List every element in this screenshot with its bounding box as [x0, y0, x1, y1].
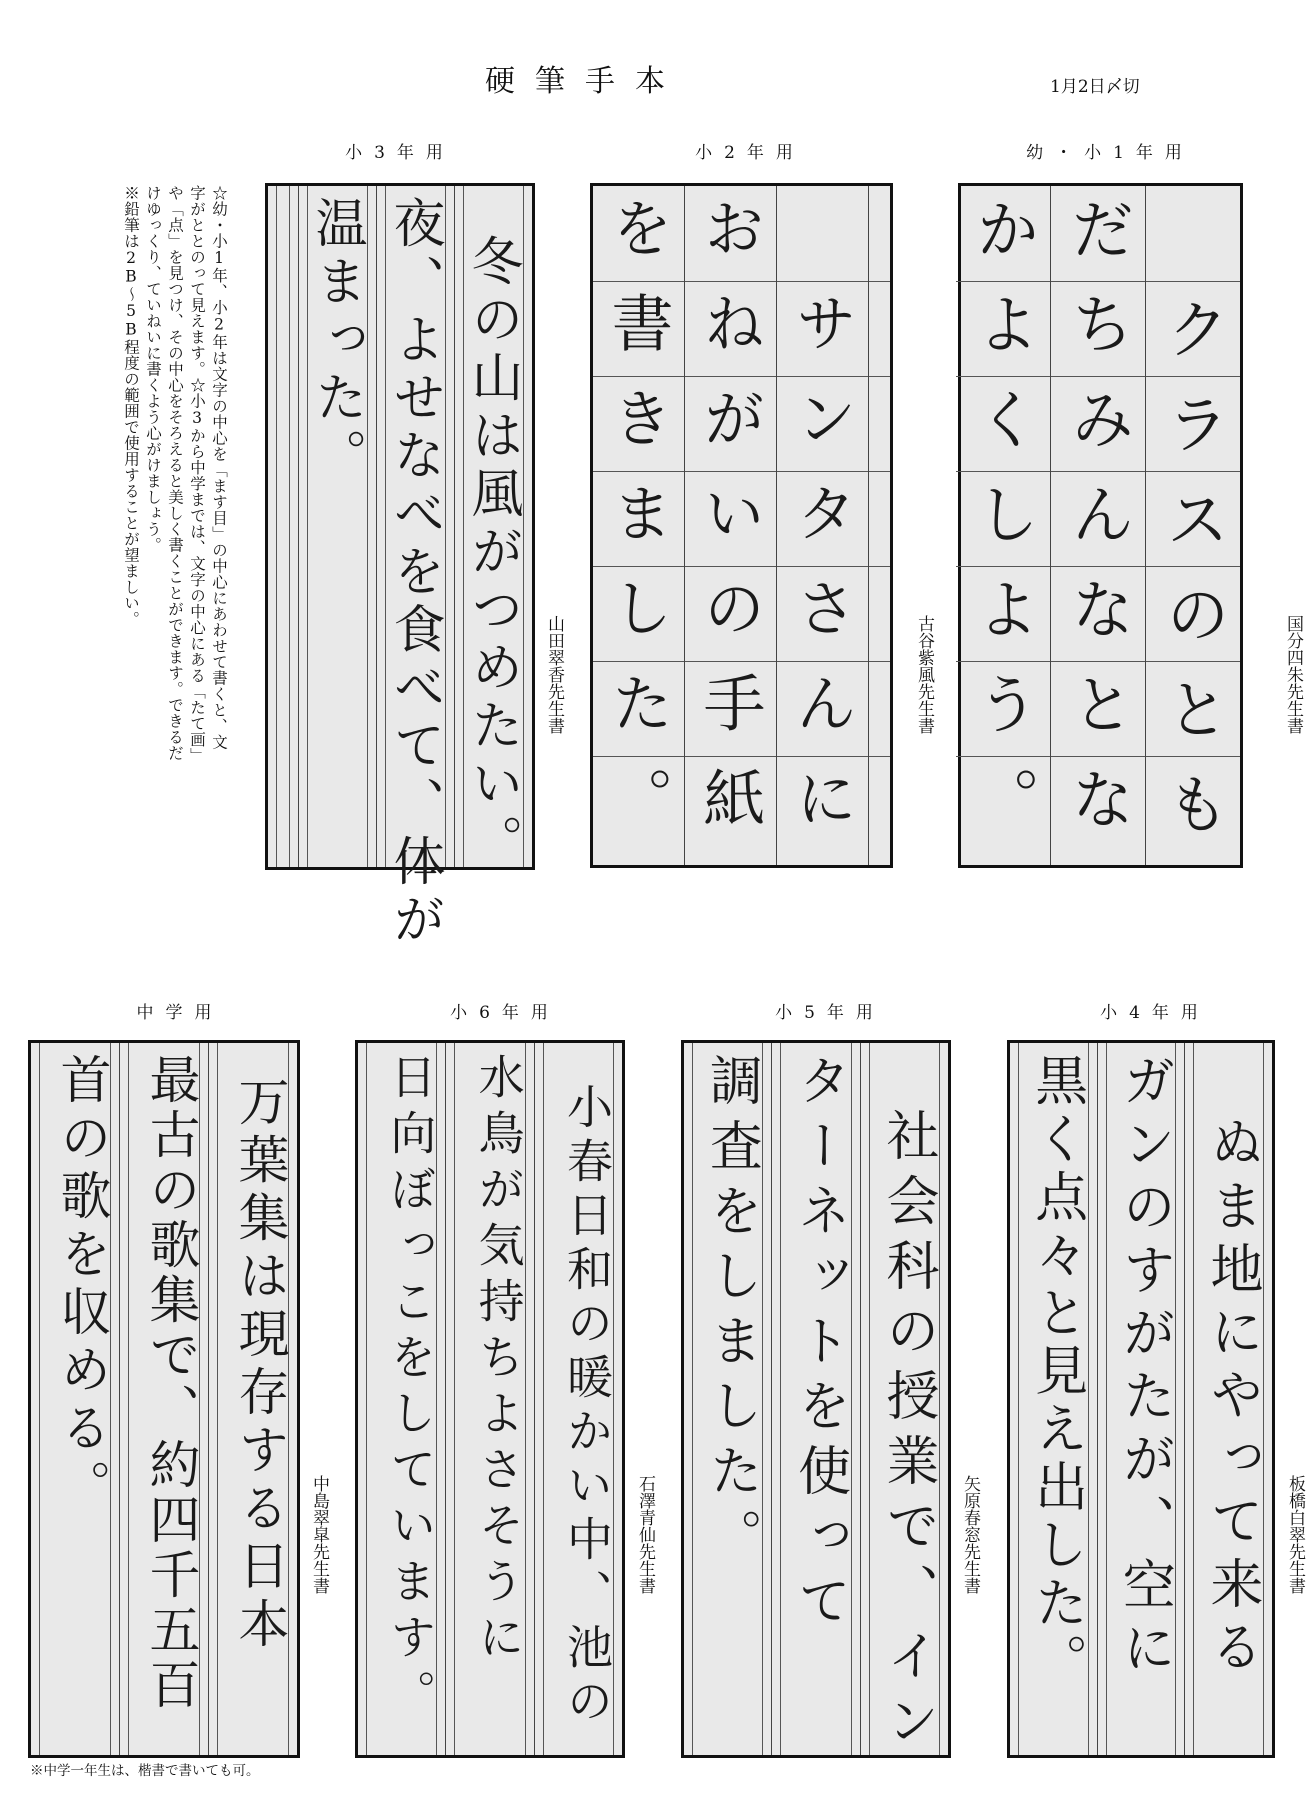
- footnote: ※中学一年生は、楷書で書いても可。: [30, 1763, 260, 1779]
- sample-column: [298, 186, 376, 867]
- sample-line: 社会科の授業で、イン: [878, 1108, 939, 1758]
- grade-label-s6: 小6年用: [450, 1003, 560, 1023]
- sample-column: [1050, 186, 1145, 865]
- sample-line: ぬま地にやって来る: [1202, 1115, 1263, 1682]
- sample-column: [956, 186, 1050, 865]
- sample-column: [268, 186, 298, 867]
- sample-column: [1097, 1043, 1185, 1755]
- instruction-text: ☆幼・小1年、小2年は文字の中心を「ます目」の中心にあわせて書くと、文字がととのって見えます。☆小3から中学までは、文字の中心にある「たて画」や「点」を見つけ、その中心をそろえると美しく書くことができます。できるだけゆっくり、ていねいに書くよう心がけましょう。: [144, 185, 228, 764]
- author-s2: 古谷紫風先生書: [914, 615, 934, 734]
- author-s6: 石澤青仙先生書: [635, 1475, 655, 1594]
- sample-column: [1010, 1043, 1097, 1755]
- pencil-note: ※鉛筆は2B〜5B程度の範囲で使用することが望ましい。: [122, 185, 140, 627]
- sample-column: [776, 186, 868, 865]
- sample-column: [534, 1043, 622, 1755]
- sample-line: 最古の歌集で、約四千五百: [140, 1053, 199, 1713]
- sample-column: [1184, 1043, 1272, 1755]
- author-s4: 板橋白翠先生書: [1285, 1475, 1305, 1594]
- sample-column: [868, 186, 890, 865]
- sample-line: ターネットを使って: [789, 1053, 851, 1638]
- sample-line: かよくしよう。: [965, 196, 1039, 861]
- sample-column: [684, 1043, 771, 1755]
- sample-column: [31, 1043, 119, 1755]
- sample-line: 万葉集は現存する日本: [229, 1075, 288, 1655]
- deadline-date: 1月2日〆切: [1050, 77, 1140, 97]
- sample-line: 首の歌を収める。: [51, 1053, 110, 1517]
- sample-column: [593, 186, 684, 865]
- author-k1: 国分四朱先生書: [1283, 615, 1303, 734]
- grade-label-s2: 小2年用: [695, 143, 805, 163]
- sample-line: おねがいの手紙: [693, 196, 766, 861]
- sample-line: 調査をしました。: [701, 1053, 763, 1573]
- sample-line: サンタさんに: [785, 291, 858, 861]
- sample-line: 日向ぼっこをしています。: [383, 1053, 438, 1725]
- sample-column: [1145, 186, 1240, 865]
- sample-line: 冬の山は風がつめたい。: [462, 234, 522, 872]
- sample-sheet-s3: [265, 183, 535, 950]
- sample-column: [860, 1043, 948, 1758]
- grade-label-k1: 幼・小1年用: [1026, 143, 1194, 163]
- sample-column: [445, 1043, 533, 1755]
- sample-sheet-s2: [590, 183, 893, 868]
- instructions-note: [12, 185, 230, 765]
- sample-column: [358, 1043, 445, 1755]
- sample-line: 温まった。: [306, 196, 366, 486]
- page-title: 硬筆手本: [485, 64, 685, 99]
- sample-sheet-s5: [681, 1040, 951, 1758]
- sample-line: 夜、よせなべを食べて、体が: [384, 196, 444, 950]
- grade-label-jh: 中学用: [136, 1003, 224, 1023]
- sample-column: [684, 186, 776, 865]
- sample-line: だちみんなとな: [1060, 196, 1134, 861]
- sample-column: [771, 1043, 859, 1755]
- author-jh: 中島翠皐先生書: [309, 1475, 329, 1594]
- grade-label-s4: 小4年用: [1100, 1003, 1210, 1023]
- sample-line: 小春日和の暖かい中、池の: [560, 1083, 614, 1731]
- grade-label-s5: 小5年用: [775, 1003, 885, 1023]
- author-s5: 矢原春窓先生書: [960, 1475, 980, 1594]
- sample-line: を書きました。: [601, 196, 674, 861]
- author-s3: 山田翠香先生書: [544, 615, 564, 734]
- sample-sheet-jh: [28, 1040, 300, 1758]
- sample-column: [119, 1043, 208, 1755]
- sample-column: [454, 186, 532, 872]
- sample-column: [376, 186, 454, 950]
- sample-sheet-s4: [1007, 1040, 1275, 1758]
- sample-sheet-s6: [355, 1040, 625, 1758]
- sample-sheet-k1: [958, 183, 1243, 868]
- sample-line: ガンのすがたが、空に: [1114, 1053, 1176, 1683]
- sample-column: [208, 1043, 297, 1755]
- grade-label-s3: 小3年用: [345, 143, 455, 163]
- sample-line: 水鳥が気持ちよさそうに: [471, 1053, 526, 1669]
- sample-line: 黒く点々と見え出した。: [1026, 1053, 1088, 1691]
- sample-line: クラスのとも: [1155, 296, 1229, 866]
